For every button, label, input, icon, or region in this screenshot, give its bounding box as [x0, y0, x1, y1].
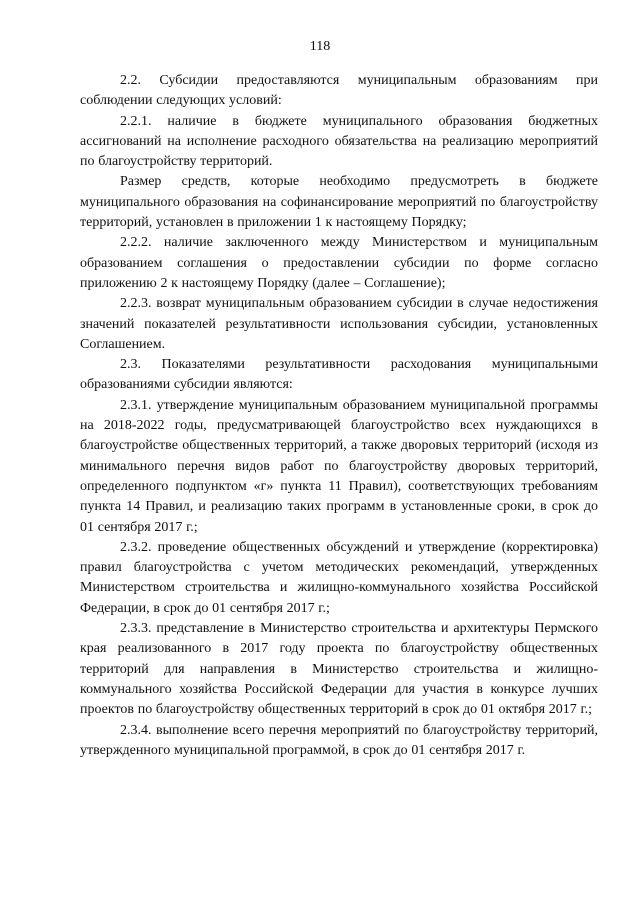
paragraph-2-2-3: 2.2.3. возврат муниципальным образованием субсидии в случае недостижения значений показателей результативности использования субсидии, установленных Соглашением.	[80, 296, 598, 352]
paragraph-2-2: 2.2. Субсидии предоставляются муниципальным образованиям при соблюдении следующих условий:	[80, 73, 598, 109]
page-number: 118	[309, 39, 331, 54]
document-body	[80, 71, 598, 761]
paragraph-2-3: 2.3. Показателями результативности расходования муниципальными образованиями субсидии являются:	[80, 357, 598, 393]
paragraph-2-3-4: 2.3.4. выполнение всего перечня мероприятий по благоустройству территорий, утвержденного муниципальной программой, в срок до 01 сентября 2017 г.	[80, 722, 598, 758]
paragraph-2-3-3: 2.3.3. представление в Министерство строительства и архитектуры Пермского края реализованного в 2017 году проекта по благоустройству общественных территорий для направления в Министерство строительства и жилищно-коммунального хозяйства Российской Федерации для участия в конкурсе лучших проектов по благоустройству общественных территорий в срок до 01 октября 2017 г.;	[80, 621, 598, 718]
paragraph-2-2-2: 2.2.2. наличие заключенного между Министерством и муниципальным образованием соглашения о предоставлении субсидии по форме согласно приложению 2 к настоящему Порядку (далее – Соглашение);	[80, 235, 598, 291]
paragraph-2-2-1: 2.2.1. наличие в бюджете муниципального образования бюджетных ассигнований на исполнение расходного обязательства на реализацию мероприятий по благоустройству территорий.	[80, 113, 598, 170]
paragraph-funds-size: Размер средств, которые необходимо предусмотреть в бюджете муниципального образования на софинансирование мероприятий по благоустройству территорий, установлен в приложении 1 к настоящему Порядку;	[80, 174, 598, 231]
paragraph-2-3-2: 2.3.2. проведение общественных обсуждений и утверждение (корректировка) правил благоустройства с учетом методических рекомендаций, утвержденных Министерством строительства и жилищно-коммунального хозяйства Российской Федерации, в срок до 01 сентября 2017 г.;	[80, 539, 598, 616]
paragraph-2-3-1: 2.3.1. утверждение муниципальным образованием муниципальной программы на 2018-2022 годы, предусматривающей благоустройство всех нуждающихся в благоустройстве общественных территорий, а также дворовых территорий (исходя из минимального перечня видов работ по благоустройству дворовых территорий, определенного подпунктом «г» пункта 11 Правил), соответствующих требованиям пункта 14 Правил, и реализацию таких программ в установленные сроки, в срок до 01 сентября 2017 г.;	[80, 397, 598, 535]
